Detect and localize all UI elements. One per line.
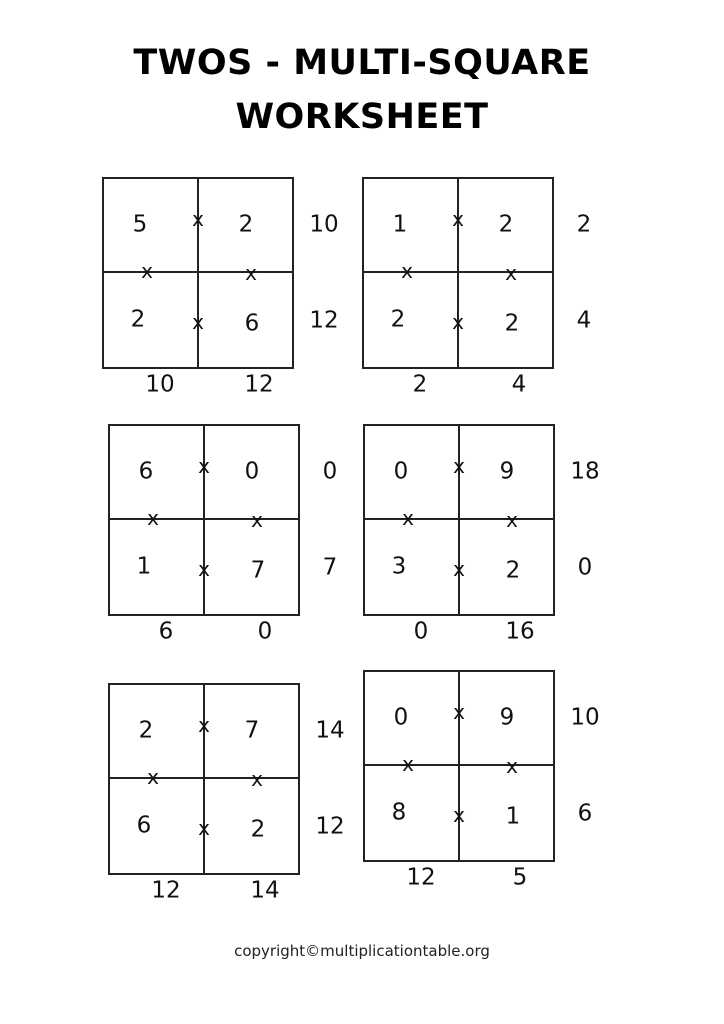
multiply-symbol-right: x (506, 508, 518, 532)
multiply-symbol-left: x (402, 752, 414, 776)
column-1-product: 6 (158, 618, 174, 645)
horizontal-divider (108, 518, 300, 520)
multiply-symbol-top: x (452, 207, 464, 231)
multi-square-puzzle (363, 424, 623, 664)
multiply-symbol-top: x (192, 207, 204, 231)
multiply-symbol-bottom: x (452, 310, 464, 334)
multiply-symbol-right: x (245, 261, 257, 285)
vertical-divider (203, 424, 205, 616)
multiply-symbol-right: x (505, 261, 517, 285)
column-1-product: 0 (413, 618, 429, 645)
column-1-product: 12 (406, 864, 436, 891)
top-left-factor: 0 (393, 704, 409, 731)
top-left-factor: 6 (138, 458, 154, 485)
multiply-symbol-left: x (141, 259, 153, 283)
multiply-symbol-left: x (147, 506, 159, 530)
row-2-product: 12 (315, 813, 345, 840)
row-1-product: 10 (570, 704, 600, 731)
column-1-product: 10 (145, 371, 175, 398)
horizontal-divider (362, 271, 554, 273)
top-right-factor: 7 (244, 717, 260, 744)
row-1-product: 10 (309, 211, 339, 238)
row-2-product: 4 (576, 307, 592, 334)
multi-square-puzzle (108, 683, 368, 923)
row-1-product: 0 (322, 458, 338, 485)
horizontal-divider (102, 271, 294, 273)
vertical-divider (197, 177, 199, 369)
row-2-product: 0 (577, 554, 593, 581)
column-1-product: 12 (151, 877, 181, 904)
top-right-factor: 9 (499, 704, 515, 731)
vertical-divider (458, 670, 460, 862)
bottom-right-factor: 2 (505, 557, 521, 584)
worksheet-title-line-2: WORKSHEET (235, 97, 489, 137)
top-right-factor: 0 (244, 458, 260, 485)
bottom-left-factor: 6 (136, 812, 152, 839)
column-2-product: 5 (512, 864, 528, 891)
multiply-symbol-right: x (251, 508, 263, 532)
row-1-product: 14 (315, 717, 345, 744)
bottom-left-factor: 8 (391, 799, 407, 826)
multiply-symbol-right: x (506, 754, 518, 778)
multi-square-puzzle (102, 177, 362, 417)
multiply-symbol-left: x (147, 765, 159, 789)
column-2-product: 14 (250, 877, 280, 904)
multi-square-puzzle (363, 670, 623, 910)
multiply-symbol-top: x (453, 700, 465, 724)
multiply-symbol-bottom: x (453, 557, 465, 581)
bottom-left-factor: 2 (130, 306, 146, 333)
bottom-left-factor: 2 (390, 306, 406, 333)
column-2-product: 0 (257, 618, 273, 645)
top-left-factor: 0 (393, 458, 409, 485)
bottom-right-factor: 2 (250, 816, 266, 843)
top-right-factor: 2 (498, 211, 514, 238)
bottom-right-factor: 1 (505, 803, 521, 830)
multiply-symbol-bottom: x (198, 816, 210, 840)
worksheet-title-line-1: TWOS - MULTI-SQUARE (133, 43, 591, 83)
multi-square-puzzle (108, 424, 368, 664)
multiply-symbol-top: x (198, 713, 210, 737)
top-right-factor: 9 (499, 458, 515, 485)
row-1-product: 18 (570, 458, 600, 485)
row-2-product: 7 (322, 554, 338, 581)
multiply-symbol-right: x (251, 767, 263, 791)
column-1-product: 2 (412, 371, 428, 398)
multiply-symbol-top: x (198, 454, 210, 478)
horizontal-divider (108, 777, 300, 779)
vertical-divider (458, 424, 460, 616)
top-left-factor: 1 (392, 211, 408, 238)
horizontal-divider (363, 518, 555, 520)
multiply-symbol-bottom: x (198, 557, 210, 581)
bottom-right-factor: 2 (504, 310, 520, 337)
bottom-right-factor: 6 (244, 310, 260, 337)
column-2-product: 16 (505, 618, 535, 645)
vertical-divider (457, 177, 459, 369)
bottom-right-factor: 7 (250, 557, 266, 584)
multiply-symbol-left: x (402, 506, 414, 530)
horizontal-divider (363, 764, 555, 766)
bottom-left-factor: 3 (391, 553, 407, 580)
multiply-symbol-bottom: x (453, 803, 465, 827)
multiply-symbol-top: x (453, 454, 465, 478)
bottom-left-factor: 1 (136, 553, 152, 580)
row-2-product: 6 (577, 800, 593, 827)
multiply-symbol-left: x (401, 259, 413, 283)
column-2-product: 4 (511, 371, 527, 398)
multiply-symbol-bottom: x (192, 310, 204, 334)
top-left-factor: 5 (132, 211, 148, 238)
row-1-product: 2 (576, 211, 592, 238)
row-2-product: 12 (309, 307, 339, 334)
top-right-factor: 2 (238, 211, 254, 238)
multi-square-puzzle (362, 177, 622, 417)
column-2-product: 12 (244, 371, 274, 398)
copyright-footer: copyright©multiplicationtable.org (234, 942, 490, 960)
top-left-factor: 2 (138, 717, 154, 744)
vertical-divider (203, 683, 205, 875)
